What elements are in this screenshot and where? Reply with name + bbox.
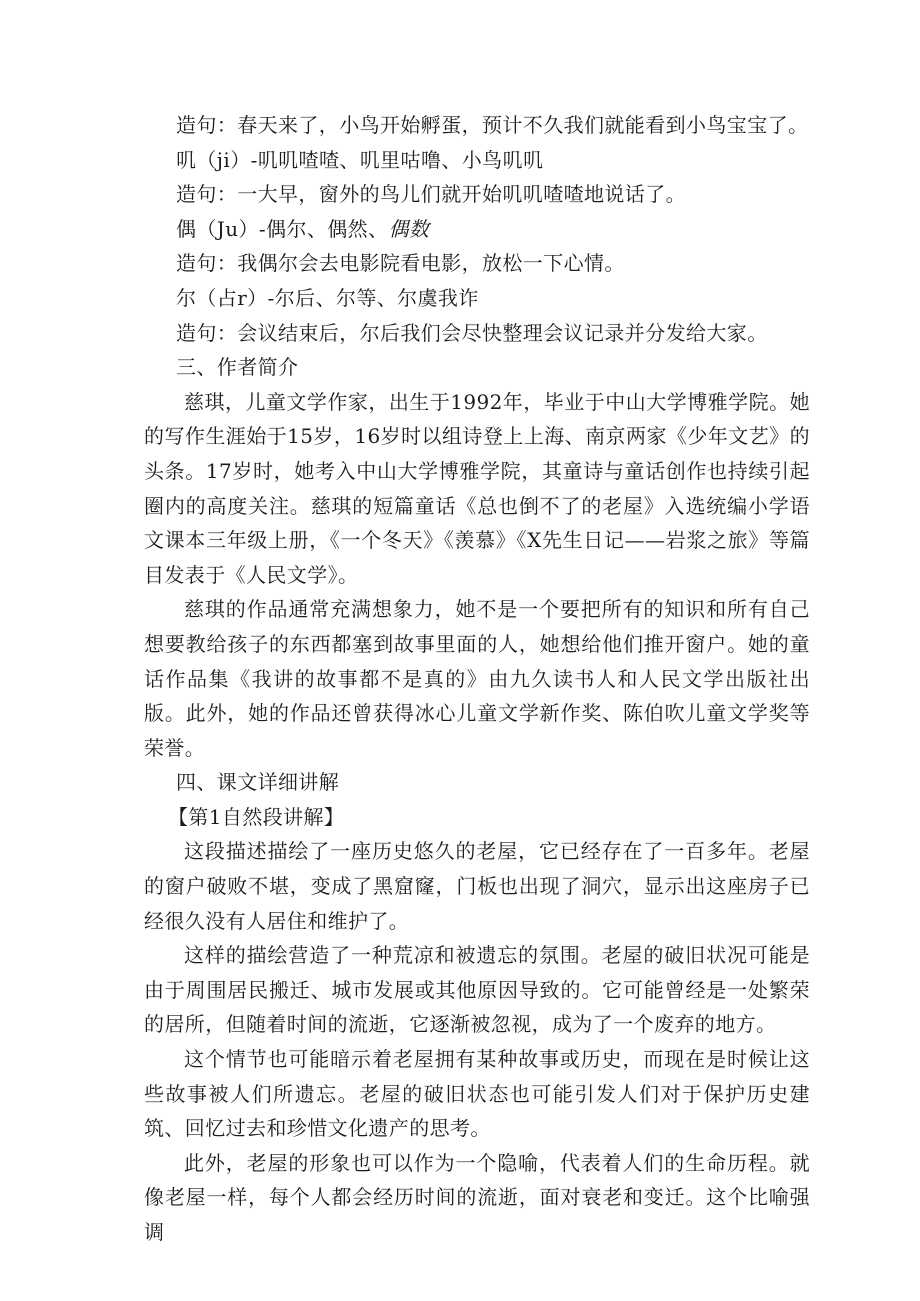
example-sentence-ou: 造句：我偶尔会去电影院看电影，放松一下心情。 bbox=[176, 251, 625, 276]
example-sentence-er: 造句：会议结束后，尔后我们会尽快整理会议记录并分发给大家。 bbox=[176, 320, 768, 345]
explanation-paragraph-1: 这段描述描绘了一座历史悠久的老屋，它已经存在了一百多年。老屋的窗户破败不堪，变成了黑窟窿，门板也出现了洞穴，显示出这座房子已经很久没有人居住和维护了。 bbox=[144, 839, 810, 933]
author-paragraph-2: 慈琪的作品通常充满想象力，她不是一个要把所有的知识和所有自己想要教给孩子的东西都塞到故事里面的人，她想给他们推开窗户。她的童话作品集《我讲的故事都不是真的》由九久读书人和人民文学出版社出版。此外，她的作品还曾获得冰心儿童文学新作奖、陈伯吹儿童文学奖等荣誉。 bbox=[144, 597, 810, 760]
vocab-entry-ou-italic: 偶数 bbox=[388, 216, 430, 241]
vocab-entry-ou-text: 偶（Ju）-偶尔、偶然、 bbox=[176, 216, 389, 241]
example-sentence-fu: 造句：春天来了，小鸟开始孵蛋，预计不久我们就能看到小鸟宝宝了。 bbox=[176, 113, 809, 137]
subsection-heading-paragraph-1: 【第1自然段讲解】 bbox=[168, 804, 345, 829]
author-paragraph-1: 慈琪，儿童文学作家，出生于1992年，毕业于中山大学博雅学院。她的写作生涯始于15岁，16岁时以组诗登上上海、南京两家《少年文艺》的头条。17岁时，她考入中山大学博雅学院，其童诗与童话创作也持续引起圈内的高度关注。慈琪的短篇童话《总也倒不了的老屋》入选统编小学语文课本三年级上册，《一个冬天》《羡慕》《X先生日记——岩浆之旅》等篇目发表于《人民文学》。 bbox=[144, 389, 810, 587]
vocab-entry-ou bbox=[176, 212, 796, 247]
vocab-entry-er: 尔（占r）-尔后、尔等、尔虞我诈 bbox=[176, 285, 479, 310]
explanation-paragraph-2: 这样的描绘营造了一种荒凉和被遗忘的氛围。老屋的破旧状况可能是由于周围居民搬迁、城市发展或其他原因导致的。它可能曾经是一处繁荣的居所，但随着时间的流逝，它逐渐被忽视，成为了一个废弃的地方。 bbox=[144, 943, 810, 1037]
section-heading-explanation: 四、课文详细讲解 bbox=[176, 770, 340, 795]
document-body bbox=[144, 108, 810, 1250]
vocab-entry-ji: 叽（ji）-叽叽喳喳、叽里咕噜、小鸟叽叽 bbox=[176, 147, 544, 172]
example-sentence-ji: 造句：一大早，窗外的鸟儿们就开始叽叽喳喳地说话了。 bbox=[176, 182, 686, 207]
section-heading-author: 三、作者简介 bbox=[176, 355, 299, 380]
explanation-paragraph-3: 这个情节也可能暗示着老屋拥有某种故事或历史，而现在是时候让这些故事被人们所遗忘。老屋的破旧状态也可能引发人们对于保护历史建筑、回忆过去和珍惜文化遗产的思考。 bbox=[144, 1047, 810, 1141]
explanation-paragraph-4: 此外，老屋的形象也可以作为一个隐喻，代表着人们的生命历程。就像老屋一样，每个人都会经历时间的流逝，面对衰老和变迁。这个比喻强调 bbox=[144, 1150, 810, 1244]
